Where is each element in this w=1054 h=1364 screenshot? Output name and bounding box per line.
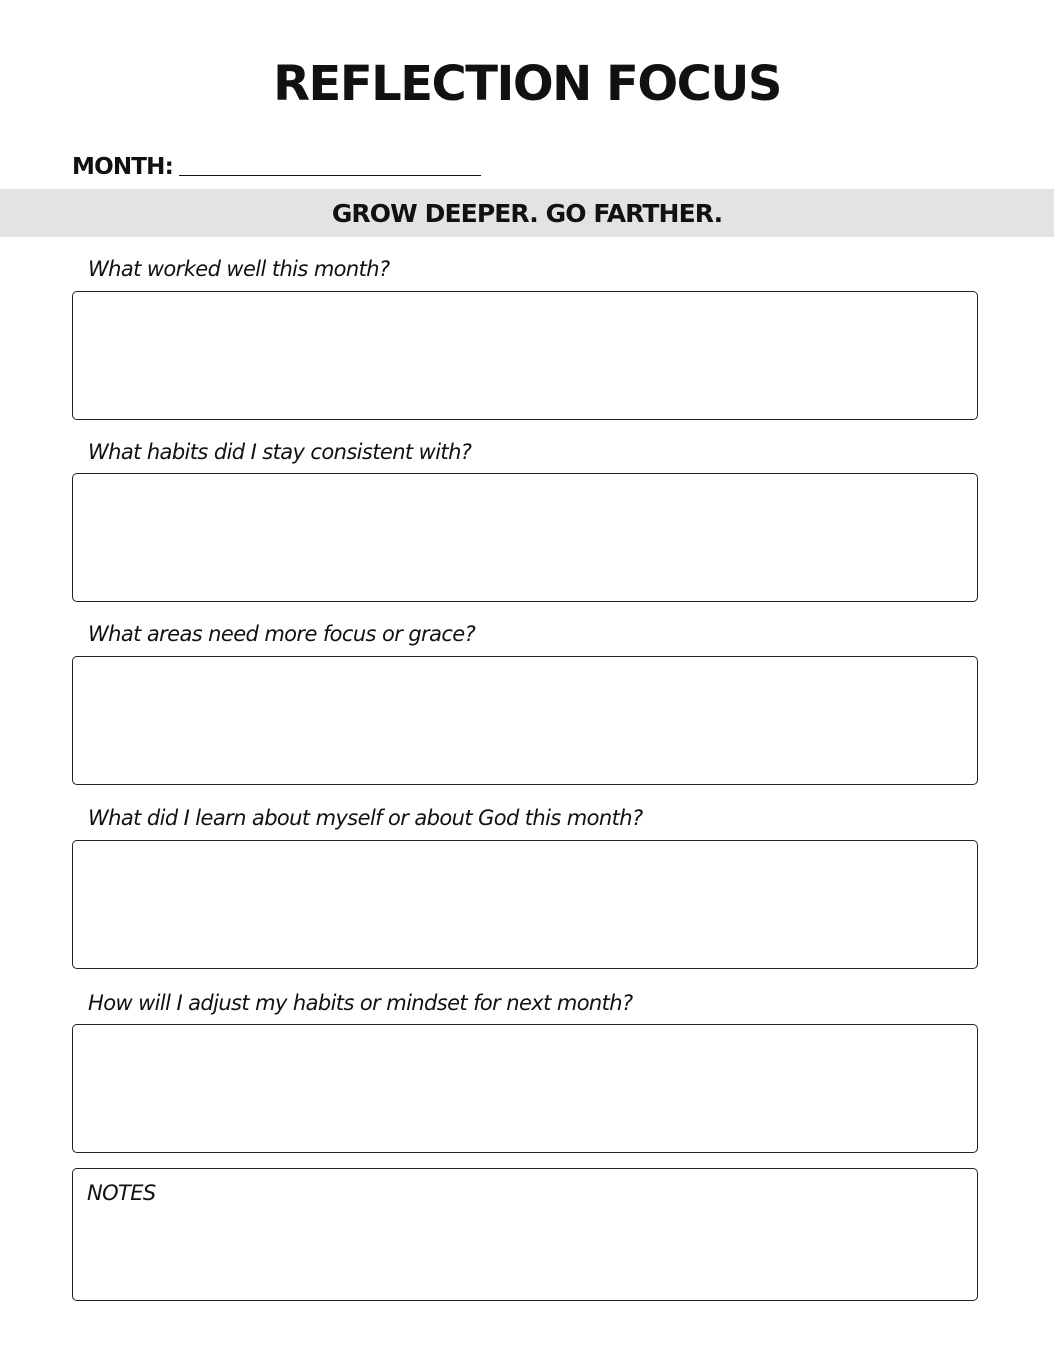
tagline-banner <box>0 189 1054 237</box>
notes-box[interactable] <box>72 1168 978 1301</box>
question-1-answer-box[interactable] <box>72 291 978 420</box>
question-5-answer-box[interactable] <box>72 1024 978 1153</box>
question-2-answer-box[interactable] <box>72 473 978 602</box>
month-field[interactable] <box>72 148 481 182</box>
month-input-line[interactable] <box>179 175 481 176</box>
question-1-prompt: What worked well this month? <box>88 257 390 281</box>
notes-label: NOTES <box>87 1181 156 1205</box>
question-3-prompt: What areas need more focus or grace? <box>88 622 476 646</box>
tagline-text: GROW DEEPER. GO FARTHER. <box>331 198 723 228</box>
question-4-prompt: What did I learn about myself or about God this month? <box>88 806 643 830</box>
question-3-answer-box[interactable] <box>72 656 978 785</box>
month-label: MONTH: <box>72 154 174 180</box>
question-5-prompt: How will I adjust my habits or mindset for next month? <box>88 991 633 1015</box>
question-4-answer-box[interactable] <box>72 840 978 969</box>
question-2-prompt: What habits did I stay consistent with? <box>88 440 472 464</box>
page-title: REFLECTION FOCUS <box>273 56 781 112</box>
